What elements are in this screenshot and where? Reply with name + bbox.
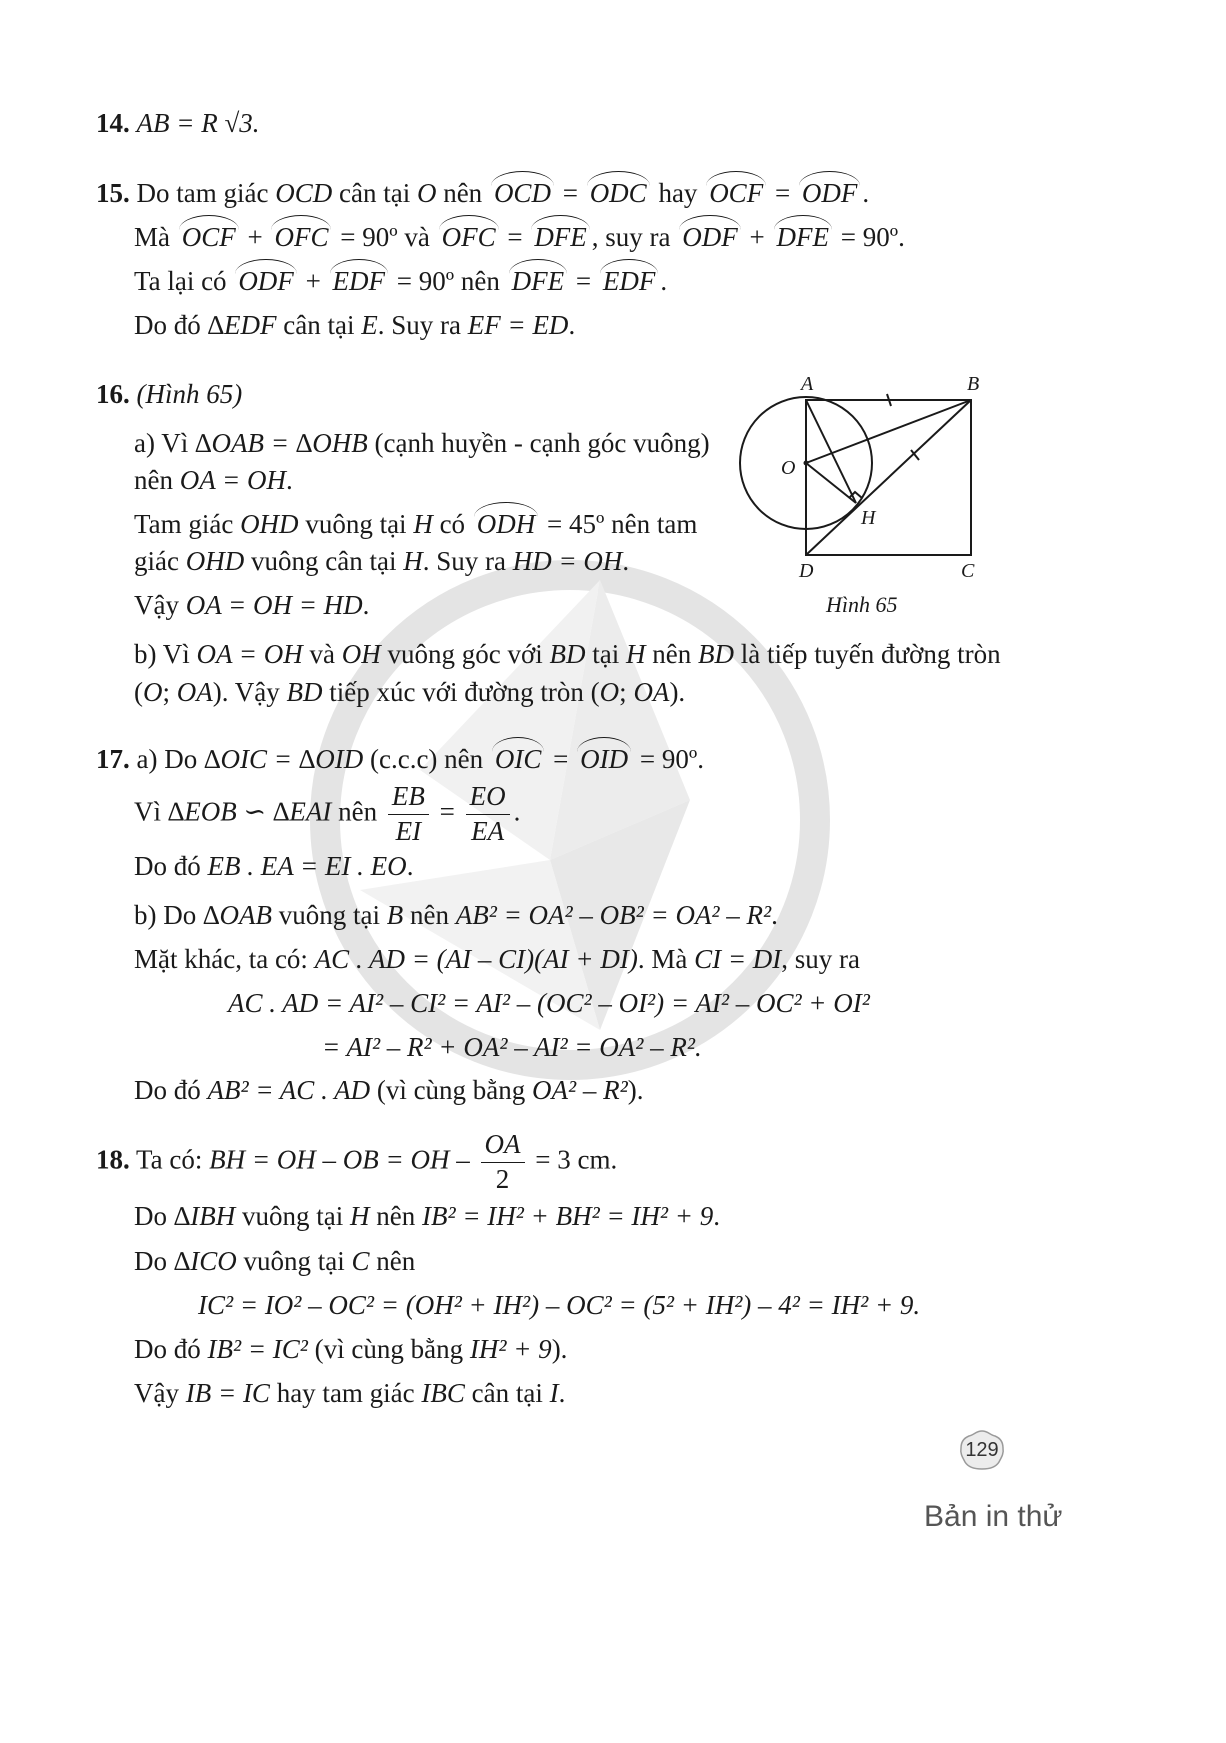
text: BH = OH – OB = OH – bbox=[209, 1144, 470, 1175]
text: . Suy ra bbox=[422, 546, 506, 576]
segment-ah bbox=[806, 400, 856, 503]
angle: DFE bbox=[774, 224, 832, 251]
text: nên bbox=[410, 900, 449, 930]
fraction-eb-ei bbox=[388, 780, 429, 849]
label-h: H bbox=[861, 507, 876, 529]
text: OA = OH = HD bbox=[185, 590, 363, 620]
text: . bbox=[862, 178, 870, 208]
equation: IC² = IO² – OC² = (OH² + IH²) – OC² = (5² + IH²) – 4² = IH² + 9. bbox=[198, 1290, 921, 1320]
text: BD bbox=[697, 639, 734, 669]
text: B bbox=[386, 900, 404, 930]
text: ). bbox=[551, 1334, 568, 1364]
text: vuông tại bbox=[305, 509, 407, 539]
numerator: EB bbox=[391, 781, 425, 811]
angle: ODF bbox=[679, 224, 741, 251]
text: = bbox=[774, 178, 791, 208]
text: OA = OH bbox=[196, 639, 303, 669]
angle: OCF bbox=[179, 224, 239, 251]
text: OH bbox=[341, 639, 381, 669]
problem-17-line-6 bbox=[228, 990, 870, 1017]
problem-18-line-6 bbox=[134, 1380, 565, 1407]
text: Ta có: bbox=[136, 1144, 203, 1175]
text: ; bbox=[162, 677, 171, 707]
text: Do bbox=[134, 1201, 167, 1231]
text: IBC bbox=[421, 1378, 465, 1408]
text: + bbox=[247, 222, 263, 252]
text: EF = ED bbox=[467, 310, 569, 340]
text: và bbox=[309, 639, 335, 669]
text: = 45º nên tam bbox=[547, 509, 698, 539]
page-number-badge bbox=[958, 1428, 1006, 1472]
text: (vì cùng bằng bbox=[314, 1334, 464, 1364]
text: nên bbox=[652, 639, 692, 669]
text: Vì bbox=[134, 796, 161, 827]
text: . bbox=[622, 546, 630, 576]
fraction-eo-ea bbox=[466, 780, 510, 849]
angle: ODC bbox=[587, 180, 650, 207]
angle: OFC bbox=[271, 224, 331, 251]
problem-18-line-3 bbox=[134, 1248, 415, 1275]
text: IB² = IH² + BH² = IH² + 9 bbox=[422, 1201, 714, 1231]
text: + bbox=[749, 222, 765, 252]
text: Do đó bbox=[134, 851, 201, 881]
text: (cạnh huyền - cạnh góc vuông) bbox=[374, 428, 710, 458]
text: ). bbox=[669, 677, 686, 707]
text: có bbox=[439, 509, 466, 539]
problem-16-a-line-4 bbox=[134, 548, 629, 575]
text: là tiếp tuyến đường tròn bbox=[740, 639, 1001, 669]
text: , suy ra bbox=[781, 944, 861, 974]
text: a) Vì bbox=[134, 428, 189, 458]
angle: EDF bbox=[600, 268, 658, 295]
text: Do đó bbox=[134, 310, 201, 340]
text: giác bbox=[134, 546, 179, 576]
text: BD bbox=[286, 677, 323, 707]
label-b: B bbox=[967, 373, 980, 395]
text: vuông tại bbox=[242, 1201, 344, 1231]
problem-16-a-line-5 bbox=[134, 592, 369, 619]
text: . bbox=[568, 310, 576, 340]
text: IB = IC bbox=[185, 1378, 270, 1408]
problem-number: 14. bbox=[96, 108, 130, 138]
text: IB² = IC² bbox=[207, 1334, 308, 1364]
label-o: O bbox=[781, 457, 796, 479]
denominator: EI bbox=[395, 815, 422, 846]
text: ∆EDF bbox=[207, 310, 277, 340]
text: = 90º và bbox=[340, 222, 430, 252]
angle: OIC bbox=[492, 746, 545, 773]
problem-14 bbox=[96, 110, 260, 137]
text: nên bbox=[443, 178, 483, 208]
numerator: EO bbox=[469, 781, 506, 811]
label-c: C bbox=[961, 560, 975, 582]
problem-18-line-4 bbox=[198, 1292, 920, 1319]
text: BD bbox=[549, 639, 586, 669]
text: . bbox=[362, 590, 370, 620]
figure-caption: Hình 65 bbox=[826, 592, 898, 617]
text: ). Vậy bbox=[212, 677, 280, 707]
denominator: 2 bbox=[495, 1163, 510, 1194]
text: = bbox=[575, 266, 592, 296]
text: . bbox=[558, 1378, 566, 1408]
text: EB . EA = EI . EO bbox=[207, 851, 407, 881]
problem-17-line-7 bbox=[322, 1034, 702, 1061]
problem-16-b-line-2 bbox=[134, 679, 685, 706]
text: vuông cân tại bbox=[250, 546, 397, 576]
problem-number: 16. bbox=[96, 379, 130, 409]
text: cân tại bbox=[283, 310, 355, 340]
problem-16-b-line-1 bbox=[134, 641, 1001, 668]
text: AC . AD = (AI – CI)(AI + DI) bbox=[314, 944, 638, 974]
text: vuông tại bbox=[278, 900, 381, 930]
label-d: D bbox=[799, 560, 814, 582]
text: (vì cùng bằng bbox=[376, 1075, 526, 1105]
problem-16-header bbox=[96, 381, 242, 408]
fraction-oa-2 bbox=[481, 1128, 525, 1197]
text: ∆OAB bbox=[203, 900, 273, 930]
text: ). bbox=[627, 1075, 644, 1105]
text: b) Vì bbox=[134, 639, 190, 669]
text: ∆OAB = ∆OHB bbox=[195, 428, 368, 458]
problem-15-line-4 bbox=[134, 312, 575, 339]
text: Mặt khác, ta có: bbox=[134, 944, 308, 974]
text: = bbox=[507, 222, 523, 252]
text: Vậy bbox=[134, 590, 179, 620]
text: + bbox=[305, 266, 321, 296]
text: ∆EOB ∽ ∆EAI bbox=[167, 796, 332, 827]
text: CI = DI bbox=[694, 944, 782, 974]
text: vuông góc với bbox=[387, 639, 543, 669]
text: hay tam giác bbox=[276, 1378, 415, 1408]
problem-17-line-4 bbox=[134, 902, 778, 929]
denominator: EA bbox=[471, 815, 505, 846]
answer-text: AB = R √3. bbox=[136, 108, 260, 138]
problem-18-line-2 bbox=[134, 1203, 720, 1230]
text: OA = OH bbox=[179, 465, 286, 495]
problem-17-line-3 bbox=[134, 853, 413, 880]
text: OA² – R² bbox=[532, 1075, 628, 1105]
angle: OID bbox=[577, 746, 631, 773]
problem-17-line-8 bbox=[134, 1077, 643, 1104]
problem-17-line-5 bbox=[134, 946, 860, 973]
angle: ODH bbox=[474, 511, 539, 538]
segment-bd bbox=[806, 400, 971, 555]
text: HD = OH bbox=[512, 546, 623, 576]
problem-16-a-line-2 bbox=[134, 467, 293, 494]
text: = 90º. bbox=[840, 222, 905, 252]
text: OCD bbox=[275, 178, 333, 208]
text: nên bbox=[376, 1201, 416, 1231]
text: = bbox=[439, 796, 455, 827]
text: = 90º nên bbox=[396, 266, 500, 296]
text: O bbox=[599, 677, 620, 707]
problem-17-line-2 bbox=[134, 780, 520, 849]
text: ( bbox=[134, 677, 143, 707]
numerator: OA bbox=[484, 1129, 521, 1159]
page-number: 129 bbox=[965, 1438, 999, 1461]
problem-18-line-1 bbox=[96, 1128, 617, 1197]
text: H bbox=[350, 1201, 370, 1231]
text: C bbox=[351, 1246, 370, 1276]
problem-15-line-1 bbox=[96, 180, 869, 207]
text: . bbox=[713, 1201, 720, 1231]
text: AB² = AC . AD bbox=[207, 1075, 371, 1105]
text: Do bbox=[134, 1246, 167, 1276]
figure-65-diagram bbox=[735, 370, 995, 615]
text: H bbox=[626, 639, 646, 669]
text: O bbox=[143, 677, 163, 707]
problem-16-a-line-1 bbox=[134, 430, 710, 457]
text: . bbox=[771, 900, 778, 930]
angle: DFE bbox=[509, 268, 567, 295]
segment-ob bbox=[806, 400, 971, 463]
text: , suy ra bbox=[591, 222, 671, 252]
text: . Suy ra bbox=[377, 310, 461, 340]
text: IH² + 9 bbox=[469, 1334, 552, 1364]
text: OHD bbox=[185, 546, 245, 576]
equation: AC . AD = AI² – CI² = AI² – (OC² – OI²) = AI² – OC² + OI² bbox=[228, 988, 870, 1018]
text: cân tại bbox=[471, 1378, 543, 1408]
text: Vậy bbox=[134, 1378, 179, 1408]
problem-17-line-1 bbox=[96, 746, 704, 773]
text: hay bbox=[658, 178, 698, 208]
text: . bbox=[660, 266, 668, 296]
text: cân tại bbox=[338, 178, 411, 208]
text: = 3 cm. bbox=[535, 1144, 618, 1175]
angle: ODF bbox=[235, 268, 297, 295]
angle: ODF bbox=[799, 180, 861, 207]
problem-16-a-line-3 bbox=[134, 511, 697, 538]
text: tại bbox=[592, 639, 620, 669]
text: Do đó bbox=[134, 1075, 201, 1105]
angle: OCF bbox=[706, 180, 766, 207]
text: tiếp xúc với đường tròn ( bbox=[329, 677, 600, 707]
angle: EDF bbox=[330, 268, 388, 295]
text: . bbox=[285, 465, 293, 495]
figure-reference: (Hình 65) bbox=[136, 379, 243, 409]
problem-18-line-5 bbox=[134, 1336, 567, 1363]
text: vuông tại bbox=[243, 1246, 345, 1276]
text: . Mà bbox=[637, 944, 688, 974]
text: . bbox=[513, 796, 521, 827]
text: Do đó bbox=[134, 1334, 201, 1364]
text: ; bbox=[619, 677, 627, 707]
text: . bbox=[406, 851, 414, 881]
text: Mà bbox=[134, 222, 170, 252]
text: b) Do bbox=[134, 900, 197, 930]
text: ∆IBH bbox=[173, 1201, 236, 1231]
text: = bbox=[562, 178, 578, 208]
text: Do tam giác bbox=[136, 178, 269, 208]
text: nên bbox=[376, 1246, 416, 1276]
text: Ta lại có bbox=[134, 266, 227, 296]
text: H bbox=[403, 546, 423, 576]
text: nên bbox=[338, 796, 378, 827]
problem-number: 15. bbox=[96, 178, 130, 208]
problem-number: 18. bbox=[96, 1144, 130, 1175]
draft-label: Bản in thử bbox=[924, 1500, 1063, 1533]
equation: = AI² – R² + OA² – AI² = OA² – R². bbox=[322, 1032, 702, 1062]
segment-oh bbox=[806, 463, 856, 503]
text: O bbox=[416, 178, 437, 208]
problem-15-line-3 bbox=[134, 268, 667, 295]
text: H bbox=[413, 509, 433, 539]
label-a: A bbox=[801, 373, 814, 395]
angle: OCD bbox=[491, 180, 554, 207]
text: (c.c.c) nên bbox=[369, 744, 484, 774]
text: ∆ICO bbox=[173, 1246, 237, 1276]
text: AB² = OA² – OB² = OA² – R² bbox=[455, 900, 772, 930]
text: OA bbox=[176, 677, 213, 707]
angle: OFC bbox=[439, 224, 499, 251]
text: I bbox=[549, 1378, 559, 1408]
text: = 90º. bbox=[639, 744, 704, 774]
text: nên bbox=[134, 465, 173, 495]
text: OA bbox=[633, 677, 670, 707]
text: = bbox=[553, 744, 569, 774]
text: ∆OIC = ∆OID bbox=[203, 744, 364, 774]
problem-15-line-2 bbox=[134, 224, 905, 251]
text: Tam giác bbox=[134, 509, 234, 539]
text: a) Do bbox=[136, 744, 198, 774]
problem-number: 17. bbox=[96, 744, 130, 774]
text: E bbox=[361, 310, 378, 340]
angle: DFE bbox=[531, 224, 589, 251]
text: OHD bbox=[240, 509, 299, 539]
